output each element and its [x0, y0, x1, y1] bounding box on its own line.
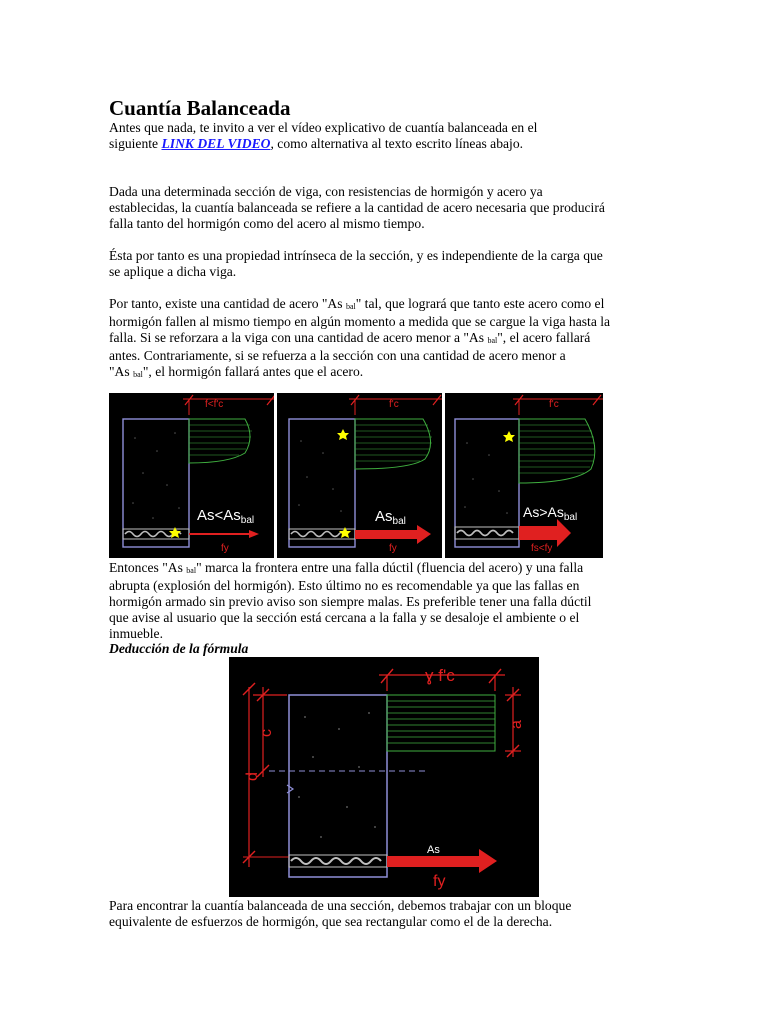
stress-block-hatch: [519, 425, 595, 473]
stress-label: f'c: [549, 399, 559, 410]
paragraph-line: equivalente de esfuerzos de hormigón, que sea rectangular como el de la derecha.: [109, 914, 553, 929]
paragraph-boundary: [109, 560, 669, 642]
paragraph-line: [109, 330, 669, 348]
intro-text-before-link: siguiente: [109, 136, 162, 151]
as-label: $As<As_{bal}$: [197, 507, 255, 526]
paragraph-line: establecidas, la cuantía balanceada se refiere a la cantidad de acero necesaria que producirá: [109, 200, 605, 215]
depth-c-label: c: [258, 729, 275, 737]
block-stress-label: ɣ f'c: [425, 666, 455, 685]
paragraph-property: [109, 248, 669, 280]
star-icon: [503, 431, 515, 442]
concrete-texture: [132, 432, 180, 519]
section-heading: Deducción de la fórmula: [109, 641, 249, 656]
intro-paragraph: [109, 120, 669, 152]
intro-text-after-link: , como alternativa al texto escrito líneas abajo.: [270, 136, 524, 151]
paragraph-definition: [109, 184, 669, 232]
rebar: [291, 532, 347, 537]
text-fragment: " tal, que logrará que tanto este acero como el: [355, 296, 605, 311]
paragraph-line: [109, 364, 669, 382]
paragraph-line: [109, 296, 669, 314]
stress-block-hatch: [387, 701, 495, 743]
as-label: $As>As_{bal}$: [523, 504, 578, 523]
concrete-texture: [464, 442, 508, 514]
stress-block-hatch: [355, 425, 432, 461]
stress-block-hatch: [189, 425, 252, 455]
paragraph-line: abrupta (explosión del hormigón). Esto último no es recomendable ya que las fallas en: [109, 578, 580, 593]
paragraph-line: Dada una determinada sección de viga, con resistencias de hormigón y acero ya: [109, 184, 543, 199]
as-label: $As_{bal}$: [375, 508, 406, 527]
paragraph-line: antes. Contrariamente, si se refuerza a la sección con una cantidad de acero menor a: [109, 348, 566, 363]
concrete-texture: [298, 712, 376, 838]
paragraph-line: falla tanto del hormigón como del acero al mismo tiempo.: [109, 216, 425, 231]
figure-over-reinforced: [445, 393, 603, 558]
steel-stress-label: fy: [221, 543, 229, 554]
text-fragment: "As: [109, 364, 134, 379]
paragraph-line: que avise al usuario que la sección está cercana a la falla y se desaloje el ambiente o el: [109, 610, 580, 625]
paragraph-line: Ésta por tanto es una propiedad intrínseca de la sección, y es independiente de la carga que: [109, 248, 603, 263]
intro-line-2: [109, 136, 669, 152]
stress-label: f<f'c: [205, 399, 224, 410]
force-arrow-icon: [417, 525, 431, 544]
steel-stress-label: fy: [389, 543, 397, 554]
figure-equivalent-block: [229, 657, 539, 897]
text-fragment: falla. Si se reforzara a la viga con una cantidad de acero menor a "As: [109, 330, 488, 345]
as-label: As: [427, 844, 440, 856]
paragraph-line: hormigón armado sin previo aviso son siempre malas. Es preferible tener una falla dúctil: [109, 594, 592, 609]
depth-a-label: a: [508, 720, 525, 729]
stress-label: f'c: [389, 399, 399, 410]
subscript-bal: bal: [487, 336, 498, 345]
star-icon: [337, 429, 349, 440]
subscript-bal: bal: [345, 302, 356, 311]
paragraph-equivalent-block: [109, 898, 669, 930]
force-arrow-icon: [479, 849, 497, 873]
text-fragment: " marca la frontera entre una falla dúctil (fluencia del acero) y una falla: [196, 560, 584, 575]
paragraph-line: inmueble.: [109, 626, 163, 641]
intro-line-1: Antes que nada, te invito a ver el vídeo explicativo de cuantía balanceada en el: [109, 120, 538, 135]
rebar: [457, 531, 513, 536]
subscript-bal: bal: [133, 370, 143, 379]
paragraph-as-bal: [109, 296, 669, 382]
concrete-texture: [298, 440, 342, 512]
steel-stress-label: fs<fy: [531, 543, 553, 554]
text-fragment: ", el hormigón fallará antes que el acero.: [142, 364, 364, 379]
text-fragment: Por tanto, existe una cantidad de acero "As: [109, 296, 346, 311]
paragraph-line: Para encontrar la cuantía balanceada de una sección, debemos trabajar con un bloque: [109, 898, 572, 913]
figure-balanced: [277, 393, 442, 558]
subscript-bal: bal: [186, 566, 197, 575]
text-fragment: ", el acero fallará: [497, 330, 591, 345]
force-arrow-icon: [557, 519, 571, 547]
depth-d-label: d: [244, 772, 261, 781]
figure-under-reinforced: [109, 393, 274, 558]
paragraph-line: [109, 560, 669, 578]
rebar: [291, 858, 381, 864]
text-fragment: Entonces "As: [109, 560, 187, 575]
force-arrow-icon: [249, 530, 259, 538]
paragraph-line: se aplique a dicha viga.: [109, 264, 237, 279]
paragraph-line: hormigón fallen al mismo tiempo en algún momento a medida que se cargue la viga hasta la: [109, 314, 611, 329]
video-link[interactable]: LINK DEL VIDEO: [161, 136, 271, 151]
page-title: Cuantía Balanceada: [109, 96, 291, 120]
steel-stress-label: fy: [433, 873, 446, 890]
